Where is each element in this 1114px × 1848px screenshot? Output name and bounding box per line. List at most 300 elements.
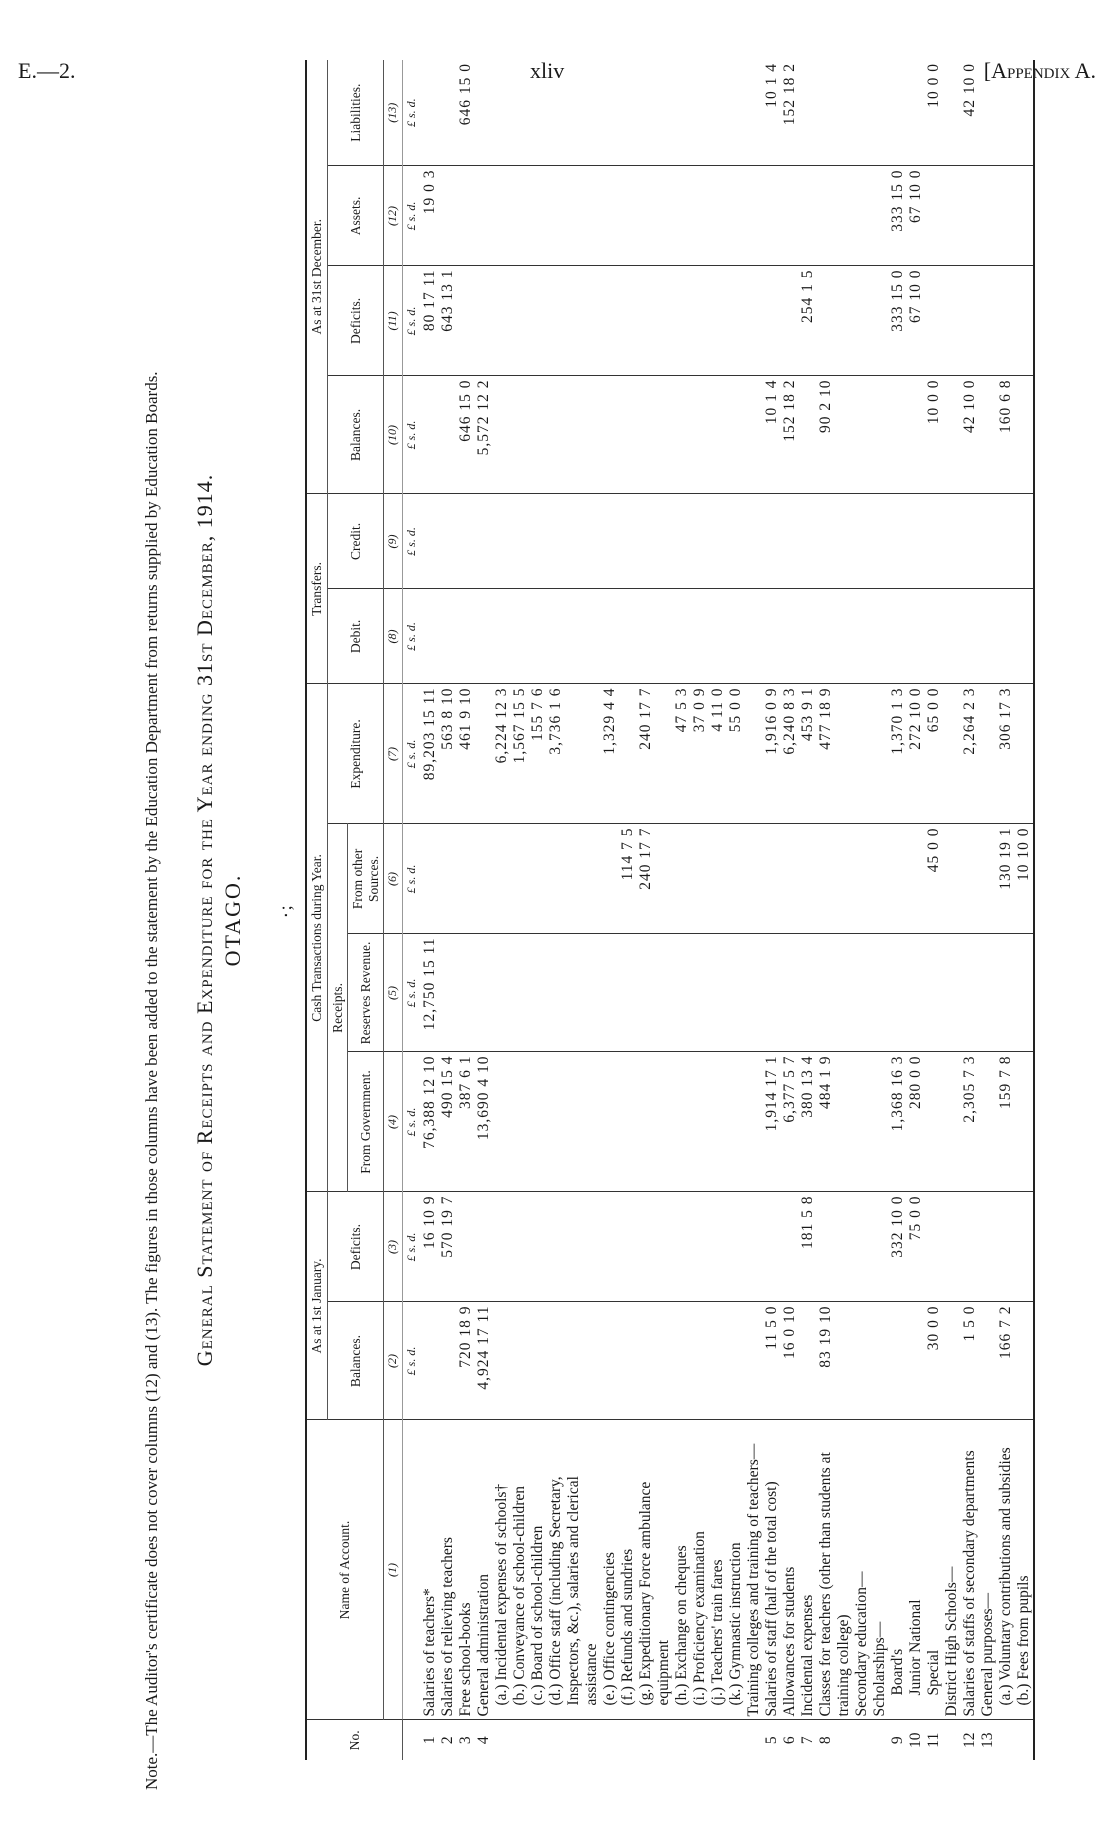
header-credit: Credit. <box>327 494 384 589</box>
table-row <box>457 60 475 1760</box>
table-row <box>997 60 1015 1760</box>
row-number: 6 <box>780 1736 798 1745</box>
amount-cell: 306 17 3 <box>997 684 1015 824</box>
table-row <box>1015 60 1034 1760</box>
amount-cell <box>1015 166 1034 266</box>
account-name: Special <box>925 1420 943 1720</box>
stray-mark: ٠; <box>275 905 295 920</box>
amount-cell <box>817 266 853 376</box>
row-number <box>547 1720 601 1760</box>
amount-cell <box>673 266 691 376</box>
amount-cell <box>691 494 709 589</box>
amount-cell <box>421 494 439 589</box>
amount-cell <box>547 60 601 166</box>
column-number: (10) <box>384 376 403 494</box>
header-balances-jan: Balances. <box>327 1302 384 1420</box>
table-row <box>691 60 709 1760</box>
amount-cell <box>691 589 709 684</box>
amount-cell: 16 10 9 <box>421 1192 439 1302</box>
amount-cell: 453 9 1 <box>799 684 817 824</box>
amount-cell: 4 11 0 <box>709 684 727 824</box>
amount-cell <box>871 589 889 684</box>
amount-cell <box>637 1052 673 1192</box>
amount-cell: 2,264 2 3 <box>961 684 979 824</box>
amount-cell <box>853 684 871 824</box>
amount-cell <box>493 589 511 684</box>
amount-cell: 643 13 1 <box>439 266 457 376</box>
amount-cell <box>853 1302 871 1420</box>
amount-cell <box>673 934 691 1052</box>
column-number: (1) <box>384 1420 403 1720</box>
amount-cell: 83 19 10 <box>817 1302 853 1420</box>
amount-cell <box>709 494 727 589</box>
currency-unit: £ s. d. <box>402 166 420 266</box>
row-number <box>691 1720 709 1760</box>
amount-cell <box>619 166 637 266</box>
column-number: (12) <box>384 166 403 266</box>
header-deficits-jan: Deficits. <box>327 1192 384 1302</box>
amount-cell <box>457 824 475 934</box>
amount-cell: 563 8 10 <box>439 684 457 824</box>
amount-cell <box>871 684 889 824</box>
amount-cell <box>799 824 817 934</box>
amount-cell <box>511 166 529 266</box>
amount-cell <box>997 934 1015 1052</box>
account-name: Board's <box>889 1420 907 1720</box>
table-row <box>907 60 925 1760</box>
account-name: (c.) Board of school-children <box>529 1420 547 1720</box>
amount-cell <box>943 266 961 376</box>
table-row <box>475 60 493 1760</box>
amount-cell <box>799 934 817 1052</box>
amount-cell <box>961 1192 979 1302</box>
amount-cell <box>421 589 439 684</box>
amount-cell <box>709 824 727 934</box>
amount-cell <box>907 824 925 934</box>
table-row <box>421 60 439 1760</box>
amount-cell <box>799 60 817 166</box>
account-name: Classes for teachers (other than students at training college) <box>817 1420 853 1720</box>
amount-cell: 387 6 1 <box>457 1052 475 1192</box>
account-name: Scholarships— <box>871 1420 889 1720</box>
amount-cell <box>493 1302 511 1420</box>
amount-cell <box>853 60 871 166</box>
amount-cell <box>619 589 637 684</box>
amount-cell <box>619 684 637 824</box>
amount-cell: 5,572 12 2 <box>475 376 493 494</box>
amount-cell <box>547 1302 601 1420</box>
amount-cell <box>457 1192 475 1302</box>
amount-cell <box>439 494 457 589</box>
table-row <box>493 60 511 1760</box>
table-row <box>961 60 979 1760</box>
amount-cell <box>547 166 601 266</box>
amount-cell <box>763 1192 781 1302</box>
amount-cell: 47 5 3 <box>673 684 691 824</box>
amount-cell <box>907 376 925 494</box>
amount-cell <box>637 376 673 494</box>
amount-cell <box>439 589 457 684</box>
amount-cell: 10 1 4 <box>763 376 781 494</box>
amount-cell <box>817 824 853 934</box>
amount-cell <box>691 1302 709 1420</box>
account-name: (e.) Office contingencies <box>601 1420 619 1720</box>
region-heading: OTAGO. <box>220 873 245 967</box>
table-row <box>817 60 853 1760</box>
amount-cell: 484 1 9 <box>817 1052 853 1192</box>
currency-unit: £ s. d. <box>402 376 420 494</box>
statement-title: General Statement of Receipts and Expenditure for the Year ending 31st December, 1914. <box>192 473 217 1367</box>
amount-cell <box>619 1192 637 1302</box>
amount-cell: 720 18 9 <box>457 1302 475 1420</box>
amount-cell <box>493 824 511 934</box>
amount-cell <box>547 1052 601 1192</box>
amount-cell <box>979 376 997 494</box>
amount-cell <box>889 376 907 494</box>
amount-cell <box>961 824 979 934</box>
amount-cell <box>637 1192 673 1302</box>
amount-cell: 380 13 4 <box>799 1052 817 1192</box>
amount-cell <box>673 60 691 166</box>
amount-cell <box>475 166 493 266</box>
account-name: District High Schools— <box>943 1420 961 1720</box>
amount-cell <box>529 376 547 494</box>
table-row <box>601 60 619 1760</box>
amount-cell <box>1015 684 1034 824</box>
amount-cell: 45 0 0 <box>925 824 943 934</box>
header-from-government: From Government. <box>348 1052 384 1192</box>
amount-cell <box>889 1302 907 1420</box>
amount-cell <box>1015 494 1034 589</box>
amount-cell <box>673 376 691 494</box>
amount-cell <box>475 1192 493 1302</box>
amount-cell <box>547 824 601 934</box>
amount-cell: 130 19 1 <box>997 824 1015 934</box>
amount-cell <box>475 684 493 824</box>
amount-cell <box>601 376 619 494</box>
amount-cell <box>727 494 745 589</box>
amount-cell <box>601 166 619 266</box>
amount-cell <box>439 60 457 166</box>
row-number: 8 <box>816 1736 834 1745</box>
amount-cell <box>889 824 907 934</box>
amount-cell <box>529 166 547 266</box>
amount-cell <box>529 266 547 376</box>
amount-cell <box>997 266 1015 376</box>
amount-cell <box>673 166 691 266</box>
amount-cell <box>943 376 961 494</box>
amount-cell <box>511 1192 529 1302</box>
amount-cell <box>619 266 637 376</box>
amount-cell <box>925 589 943 684</box>
amount-cell <box>637 494 673 589</box>
amount-cell <box>529 60 547 166</box>
amount-cell <box>907 589 925 684</box>
amount-cell: 30 0 0 <box>925 1302 943 1420</box>
amount-cell <box>511 376 529 494</box>
column-number: (8) <box>384 589 403 684</box>
amount-cell <box>439 166 457 266</box>
amount-cell <box>943 589 961 684</box>
header-dec: As at 31st December. <box>306 60 327 494</box>
amount-cell <box>781 934 799 1052</box>
amount-cell <box>457 589 475 684</box>
row-number: 7 <box>798 1736 816 1745</box>
account-name: (f.) Refunds and sundries <box>619 1420 637 1720</box>
currency-unit: £ s. d. <box>402 1192 420 1302</box>
amount-cell <box>871 1192 889 1302</box>
amount-cell: 646 15 0 <box>457 376 475 494</box>
currency-unit: £ s. d. <box>402 494 420 589</box>
account-name: General administration <box>475 1420 493 1720</box>
amount-cell: 10 0 0 <box>925 376 943 494</box>
row-number: 5 <box>762 1736 780 1745</box>
amount-cell <box>799 589 817 684</box>
table-row <box>853 60 871 1760</box>
amount-cell <box>709 376 727 494</box>
amount-cell: 1,370 1 3 <box>889 684 907 824</box>
row-number <box>511 1720 529 1760</box>
amount-cell <box>421 1302 439 1420</box>
header-no: No. <box>306 1720 402 1760</box>
amount-cell: 6,377 5 7 <box>781 1052 799 1192</box>
amount-cell: 1,914 17 1 <box>763 1052 781 1192</box>
amount-cell <box>871 376 889 494</box>
amount-cell: 240 17 7 <box>637 824 673 934</box>
page-number: xliv <box>530 58 565 83</box>
amount-cell <box>691 266 709 376</box>
amount-cell <box>709 266 727 376</box>
amount-cell: 42 10 0 <box>961 60 979 166</box>
amount-cell <box>709 1192 727 1302</box>
amount-cell <box>763 934 781 1052</box>
table-row <box>511 60 529 1760</box>
amount-cell <box>781 824 799 934</box>
amount-cell <box>511 266 529 376</box>
amount-cell <box>691 376 709 494</box>
amount-cell <box>637 1302 673 1420</box>
amount-cell <box>439 824 457 934</box>
rotated-statement <box>140 50 1114 1790</box>
amount-cell <box>529 1052 547 1192</box>
amount-cell <box>421 376 439 494</box>
amount-cell: 1,329 4 4 <box>601 684 619 824</box>
amount-cell <box>763 494 781 589</box>
amount-cell <box>601 824 619 934</box>
amount-cell <box>493 60 511 166</box>
amount-cell <box>745 1052 763 1192</box>
amount-cell <box>601 494 619 589</box>
amount-cell: 254 1 5 <box>799 266 817 376</box>
amount-cell <box>1015 60 1034 166</box>
amount-cell <box>493 166 511 266</box>
account-name: General purposes— <box>979 1420 997 1720</box>
amount-cell: 1,916 0 9 <box>763 684 781 824</box>
column-number: (6) <box>384 824 403 934</box>
amount-cell <box>637 266 673 376</box>
amount-cell <box>817 589 853 684</box>
account-name: (b.) Conveyance of school-children <box>511 1420 529 1720</box>
account-name: (h.) Exchange on cheques <box>673 1420 691 1720</box>
amount-cell <box>781 266 799 376</box>
amount-cell: 89,203 15 11 <box>421 684 439 824</box>
row-number: 9 <box>888 1736 906 1745</box>
amount-cell: 1 5 0 <box>961 1302 979 1420</box>
account-name: (a.) Voluntary contributions and subsidies <box>997 1420 1015 1720</box>
row-number: 2 <box>438 1736 456 1745</box>
amount-cell <box>943 684 961 824</box>
amount-cell <box>475 266 493 376</box>
amount-cell <box>601 589 619 684</box>
currency-unit: £ s. d. <box>402 1052 420 1192</box>
amount-cell: 155 7 6 <box>529 684 547 824</box>
currency-unit: £ s. d. <box>402 824 420 934</box>
amount-cell <box>817 1192 853 1302</box>
amount-cell <box>601 1052 619 1192</box>
amount-cell <box>691 824 709 934</box>
amount-cell <box>961 494 979 589</box>
amount-cell <box>997 589 1015 684</box>
amount-cell <box>1015 266 1034 376</box>
amount-cell <box>709 60 727 166</box>
account-name: (b.) Fees from pupils <box>1015 1420 1034 1720</box>
amount-cell <box>475 494 493 589</box>
amount-cell <box>925 934 943 1052</box>
account-name: Training colleges and training of teachers— <box>745 1420 763 1720</box>
amount-cell <box>745 1192 763 1302</box>
amount-cell: 65 0 0 <box>925 684 943 824</box>
account-name: Salaries of teachers* <box>421 1420 439 1720</box>
amount-cell <box>889 934 907 1052</box>
account-name: Salaries of staff (half of the total cost) <box>763 1420 781 1720</box>
row-number <box>943 1720 961 1760</box>
amount-cell <box>853 166 871 266</box>
account-name: Incidental expenses <box>799 1420 817 1720</box>
amount-cell <box>799 376 817 494</box>
amount-cell <box>601 934 619 1052</box>
amount-cell <box>619 494 637 589</box>
row-number: 4 <box>474 1736 492 1745</box>
amount-cell <box>871 166 889 266</box>
amount-cell: 90 2 10 <box>817 376 853 494</box>
amount-cell <box>817 60 853 166</box>
account-name: (j.) Teachers' train fares <box>709 1420 727 1720</box>
amount-cell <box>997 166 1015 266</box>
amount-cell: 461 9 10 <box>457 684 475 824</box>
amount-cell <box>943 824 961 934</box>
amount-cell <box>439 934 457 1052</box>
amount-cell: 160 6 8 <box>997 376 1015 494</box>
amount-cell: 19 0 3 <box>421 166 439 266</box>
amount-cell: 16 0 10 <box>781 1302 799 1420</box>
currency-unit: £ s. d. <box>402 60 420 166</box>
amount-cell <box>421 824 439 934</box>
amount-cell <box>727 1052 745 1192</box>
amount-cell <box>529 934 547 1052</box>
amount-cell <box>727 589 745 684</box>
amount-cell <box>745 494 763 589</box>
row-number <box>637 1720 673 1760</box>
column-number: (11) <box>384 266 403 376</box>
account-name: Free school-books <box>457 1420 475 1720</box>
currency-unit: £ s. d. <box>402 266 420 376</box>
currency-unit: £ s. d. <box>402 1302 420 1420</box>
row-number: 1 <box>420 1736 438 1745</box>
amount-cell <box>853 824 871 934</box>
header-deficits-dec: Deficits. <box>327 266 384 376</box>
amount-cell: 67 10 0 <box>907 166 925 266</box>
table-row <box>745 60 763 1760</box>
unit-spacer <box>402 1420 420 1720</box>
amount-cell <box>547 589 601 684</box>
row-number: 10 <box>906 1732 924 1748</box>
amount-cell <box>475 589 493 684</box>
amount-cell <box>871 934 889 1052</box>
amount-cell <box>691 1052 709 1192</box>
row-number: 3 <box>456 1736 474 1745</box>
amount-cell <box>673 1302 691 1420</box>
amount-cell <box>1015 1302 1034 1420</box>
amount-cell <box>943 1302 961 1420</box>
amount-cell <box>907 60 925 166</box>
currency-unit: £ s. d. <box>402 934 420 1052</box>
row-number <box>673 1720 691 1760</box>
table-row <box>979 60 997 1760</box>
header-jan: As at 1st January. <box>306 1192 327 1420</box>
amount-cell <box>979 494 997 589</box>
amount-cell <box>673 494 691 589</box>
amount-cell <box>691 1192 709 1302</box>
appendix-label: [Appendix A. <box>983 58 1096 83</box>
amount-cell <box>889 60 907 166</box>
column-number: (2) <box>384 1302 403 1420</box>
amount-cell <box>547 494 601 589</box>
amount-cell <box>745 934 763 1052</box>
amount-cell <box>781 589 799 684</box>
amount-cell: 477 18 9 <box>817 684 853 824</box>
amount-cell <box>1015 934 1034 1052</box>
amount-cell <box>745 824 763 934</box>
amount-cell <box>925 166 943 266</box>
row-number <box>853 1720 871 1760</box>
amount-cell <box>1015 589 1034 684</box>
amount-cell <box>871 824 889 934</box>
amount-cell <box>871 1302 889 1420</box>
amount-cell <box>871 266 889 376</box>
amount-cell <box>943 166 961 266</box>
amount-cell <box>547 376 601 494</box>
row-number <box>871 1720 889 1760</box>
row-number <box>709 1720 727 1760</box>
amount-cell <box>637 589 673 684</box>
amount-cell: 272 10 0 <box>907 684 925 824</box>
amount-cell <box>493 934 511 1052</box>
amount-cell: 159 7 8 <box>997 1052 1015 1192</box>
amount-cell: 181 5 8 <box>799 1192 817 1302</box>
amount-cell <box>1015 1052 1034 1192</box>
amount-cell <box>889 589 907 684</box>
amount-cell <box>943 1052 961 1192</box>
amount-cell <box>979 266 997 376</box>
amount-cell <box>673 589 691 684</box>
column-number: (13) <box>384 60 403 166</box>
amount-cell <box>889 494 907 589</box>
amount-cell <box>943 60 961 166</box>
amount-cell <box>547 266 601 376</box>
amount-cell <box>421 60 439 166</box>
amount-cell <box>979 1302 997 1420</box>
table-row <box>529 60 547 1760</box>
